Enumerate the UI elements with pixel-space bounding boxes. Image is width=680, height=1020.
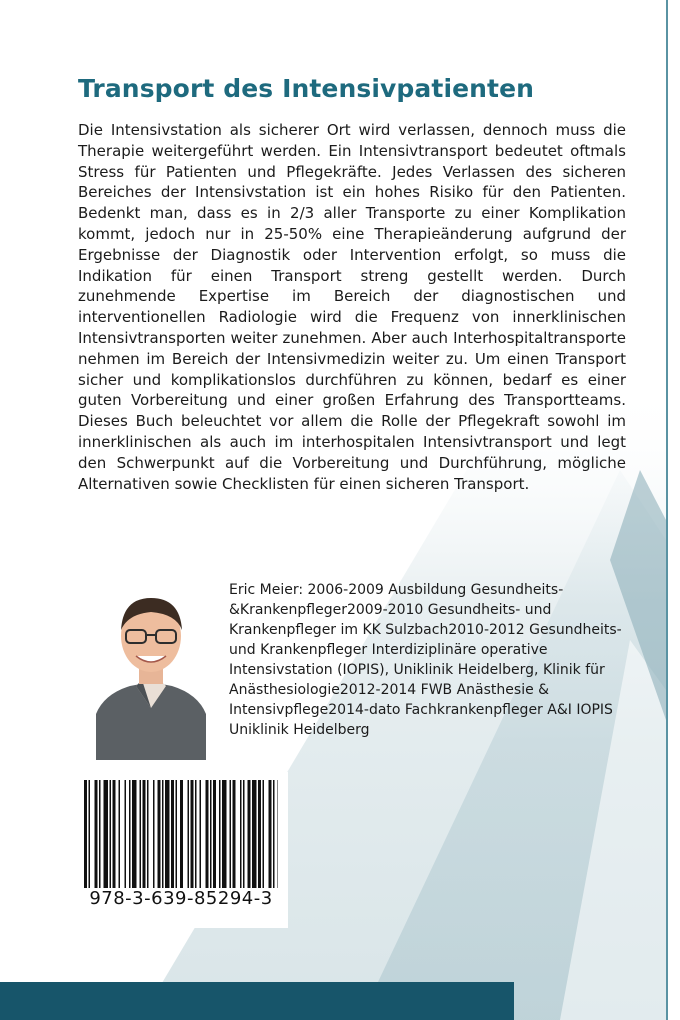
barcode-bar: [125, 780, 127, 888]
barcode-bar: [153, 780, 155, 888]
barcode-bar: [263, 780, 265, 888]
barcode-bar: [162, 780, 164, 888]
barcode-bar: [222, 780, 227, 888]
barcode-bar: [176, 780, 178, 888]
book-title: Transport des Intensivpatienten: [78, 74, 535, 103]
barcode-bar: [278, 780, 279, 888]
barcode-bar: [252, 780, 257, 888]
author-photo: [96, 586, 206, 760]
barcode-bar: [191, 780, 194, 888]
barcode-bar: [147, 780, 149, 888]
right-edge-rule: [666, 0, 668, 1020]
barcode-bar: [171, 780, 174, 888]
book-description: Die Intensivstation als sicherer Ort wird verlassen, dennoch muss die Therapie weitergeführt werden. Ein Intensivtransport bedeutet oftmals Stress für Patienten und Pflegekräfte. Jedes Verlassen des sicheren Bereiches der Intensivstation ist ein hohes Risiko für den Patienten. Bedenkt man, dass es in 2/3 aller Transporte zu einer Komplikation kommt, jedoch nur in 25-50% eine Therapieänderung aufgrund der Ergebnisse der Diagnostik oder Intervention erfolgt, so muss die Indikation für einen Transport streng gestellt werden. Durch zunehmende Expertise im Bereich der diagnostischen und interventionellen Radiologie wird die Frequenz von innerklinischen Intensivtransporten weiter zunehmen. Aber auch Interhospitaltransporte nehmen im Bereich der Intensivmedizin weiter zu. Um einen Transport sicher und komplikationslos durchführen zu können, bedarf es einer guten Vorbereitung und einer großen Erfahrung des Transportteams. Dieses Buch beleuchtet vor allem die Rolle der Pflegekraft sowohl im innerklinischen als auch im interhospitalen Intensivtransport und legt den Schwerpunkt auf die Vorbereitung und Durchführung, mögliche Alternativen sowie Checklisten für einen sicheren Transport.: [78, 121, 626, 493]
barcode-bar: [95, 780, 98, 888]
barcode-bar: [140, 780, 142, 888]
barcode-bar: [99, 780, 101, 888]
barcode-bar: [180, 780, 183, 888]
barcode-bar: [206, 780, 209, 888]
barcode-bar: [89, 780, 91, 888]
barcode-bar: [243, 780, 245, 888]
barcode-bar: [84, 780, 87, 888]
barcode-bar: [210, 780, 212, 888]
barcode-bar: [119, 780, 121, 888]
barcode-bar: [219, 780, 221, 888]
barcode-bar: [132, 780, 137, 888]
barcode-bar: [158, 780, 161, 888]
barcode-bar: [240, 780, 242, 888]
barcode-bar: [110, 780, 112, 888]
barcode-bar: [269, 780, 272, 888]
isbn-barcode: [84, 780, 278, 888]
barcode-bar: [143, 780, 146, 888]
barcode-bar: [129, 780, 131, 888]
barcode-bar: [113, 780, 116, 888]
barcode-bar: [213, 780, 216, 888]
barcode-bar: [165, 780, 170, 888]
isbn-number: 978-3-639-85294-3: [89, 888, 273, 909]
barcode-bar: [233, 780, 236, 888]
barcode-bar: [188, 780, 190, 888]
barcode-bar: [248, 780, 251, 888]
barcode-bar: [230, 780, 232, 888]
author-biography: Eric Meier: 2006-2009 Ausbildung Gesundheits- &Krankenpfleger2009-2010 Gesundheits- und Krankenpfleger im KK Sulzbach2010-2012 Gesundheits- und Krankenpfleger Interdiziplinäre operative Intensivstation (IOPIS), Uniklinik Heidelberg, Klinik für Anästhesiologie2012-2014 FWB Anästhesie & Intensivpflege2014-dato Fachkrankenpfleger A&I IOPIS Uniklinik Heidelberg: [229, 582, 622, 738]
barcode-bar: [195, 780, 197, 888]
barcode-bar: [273, 780, 275, 888]
barcode-bar: [104, 780, 109, 888]
barcode-bar: [258, 780, 261, 888]
barcode-bar: [200, 780, 202, 888]
bottom-accent-band: [0, 982, 514, 1020]
